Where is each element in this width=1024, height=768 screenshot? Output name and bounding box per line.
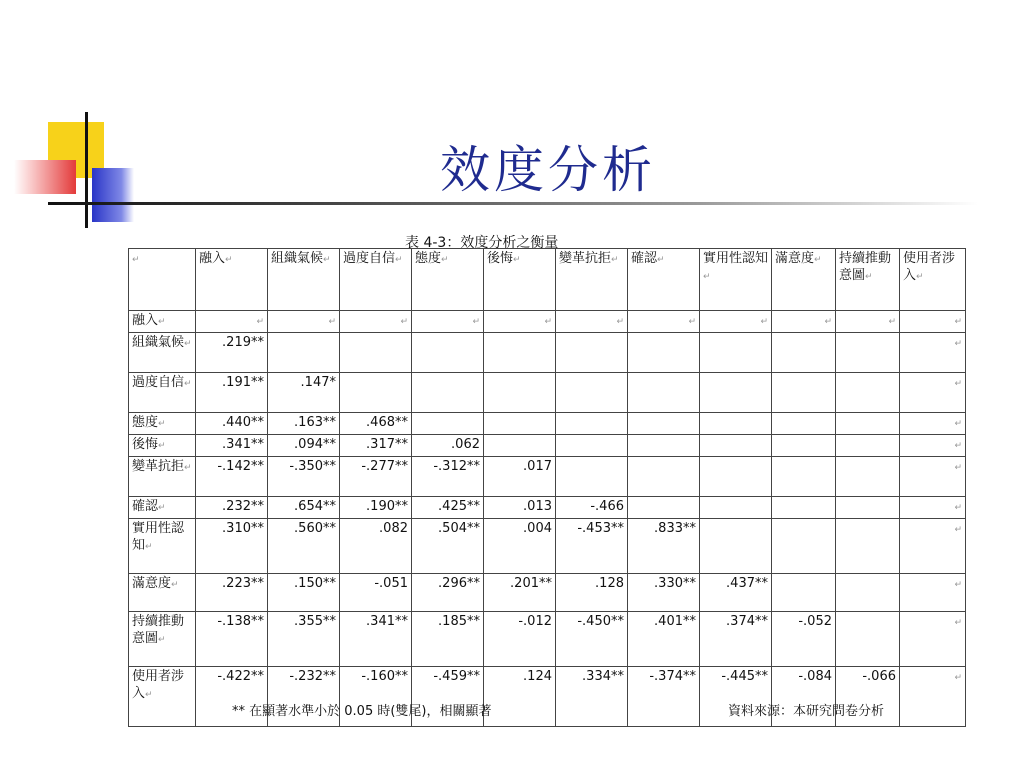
correlation-cell-text: .374** xyxy=(726,614,768,629)
paragraph-mark: ↵ xyxy=(400,317,408,327)
paragraph-mark: ↵ xyxy=(954,339,962,349)
significance-footnote: ** 在顯著水準小於 0.05 時(雙尾)，相關顯著 xyxy=(232,704,492,719)
correlation-cell xyxy=(340,333,412,373)
correlation-cell xyxy=(556,574,628,612)
table-body xyxy=(129,249,966,727)
correlation-cell xyxy=(556,497,628,519)
table-row xyxy=(129,612,966,667)
paragraph-mark: ↵ xyxy=(513,255,521,265)
paragraph-mark: ↵ xyxy=(184,463,192,473)
row-header-text: 持續推動意圖 xyxy=(132,614,185,646)
correlation-cell xyxy=(412,373,484,413)
paragraph-mark: ↵ xyxy=(954,580,962,590)
correlation-cell xyxy=(268,413,340,435)
paragraph-mark: ↵ xyxy=(158,317,166,327)
correlation-cell xyxy=(772,519,836,574)
correlation-cell-text: -.422** xyxy=(217,669,264,684)
correlation-cell-text: -.138** xyxy=(217,614,264,629)
paragraph-mark: ↵ xyxy=(824,317,832,327)
correlation-cell-text: -.084 xyxy=(798,669,832,684)
correlation-cell-text: .163** xyxy=(294,415,336,430)
correlation-cell-text: -.312** xyxy=(433,459,480,474)
correlation-cell-text: -.160** xyxy=(361,669,408,684)
correlation-cell xyxy=(900,519,966,574)
paragraph-mark: ↵ xyxy=(132,255,140,265)
paragraph-mark: ↵ xyxy=(256,317,264,327)
correlation-cell xyxy=(196,373,268,413)
correlation-cell xyxy=(196,574,268,612)
correlation-cell-text: -.052 xyxy=(798,614,832,629)
correlation-cell-text: .504** xyxy=(438,521,480,536)
paragraph-mark: ↵ xyxy=(888,317,896,327)
correlation-cell xyxy=(700,311,772,333)
paragraph-mark: ↵ xyxy=(814,255,822,265)
row-header xyxy=(129,497,196,519)
column-header xyxy=(836,249,900,311)
table-row xyxy=(129,519,966,574)
paragraph-mark: ↵ xyxy=(954,673,962,683)
correlation-cell xyxy=(556,413,628,435)
correlation-cell-text: -.459** xyxy=(433,669,480,684)
correlation-cell xyxy=(628,311,700,333)
correlation-cell xyxy=(484,612,556,667)
paragraph-mark: ↵ xyxy=(954,419,962,429)
paragraph-mark: ↵ xyxy=(954,503,962,513)
correlation-cell-text: .425** xyxy=(438,499,480,514)
correlation-cell-text: .013 xyxy=(523,499,552,514)
correlation-cell xyxy=(268,373,340,413)
correlation-cell xyxy=(836,413,900,435)
row-header-text: 後悔 xyxy=(132,437,159,452)
row-header xyxy=(129,519,196,574)
row-header xyxy=(129,667,196,727)
correlation-cell xyxy=(268,333,340,373)
paragraph-mark: ↵ xyxy=(954,379,962,389)
correlation-cell xyxy=(772,413,836,435)
correlation-cell xyxy=(900,457,966,497)
correlation-cell-text: -.374** xyxy=(649,669,696,684)
correlation-cell xyxy=(556,612,628,667)
correlation-cell xyxy=(700,373,772,413)
decor-blue-square xyxy=(92,168,134,222)
table-row xyxy=(129,435,966,457)
correlation-cell-text: -.066 xyxy=(862,669,896,684)
paragraph-mark: ↵ xyxy=(703,272,711,282)
correlation-cell xyxy=(196,413,268,435)
correlation-table xyxy=(128,248,966,727)
row-header xyxy=(129,435,196,457)
correlation-cell xyxy=(836,333,900,373)
correlation-cell-text: .201** xyxy=(510,576,552,591)
correlation-cell xyxy=(628,497,700,519)
correlation-cell xyxy=(412,519,484,574)
correlation-cell xyxy=(772,333,836,373)
paragraph-mark: ↵ xyxy=(184,339,192,349)
correlation-cell xyxy=(340,373,412,413)
correlation-cell-text: .317** xyxy=(366,437,408,452)
paragraph-mark: ↵ xyxy=(472,317,480,327)
correlation-cell xyxy=(700,574,772,612)
column-header-text: 使用者涉入 xyxy=(903,251,956,283)
paragraph-mark: ↵ xyxy=(328,317,336,327)
correlation-cell xyxy=(836,574,900,612)
correlation-cell xyxy=(836,457,900,497)
paragraph-mark: ↵ xyxy=(395,255,403,265)
column-header xyxy=(628,249,700,311)
correlation-cell xyxy=(700,612,772,667)
correlation-cell xyxy=(628,519,700,574)
correlation-cell-text: -.277** xyxy=(361,459,408,474)
correlation-cell-text: .401** xyxy=(654,614,696,629)
correlation-cell-text: .468** xyxy=(366,415,408,430)
column-header xyxy=(268,249,340,311)
correlation-cell-text: .004 xyxy=(523,521,552,536)
correlation-cell-text: .017 xyxy=(523,459,552,474)
corner-cell xyxy=(129,249,196,311)
correlation-cell xyxy=(556,457,628,497)
table-row xyxy=(129,457,966,497)
correlation-cell xyxy=(484,667,556,727)
correlation-cell xyxy=(556,311,628,333)
correlation-cell xyxy=(628,667,700,727)
correlation-cell xyxy=(836,373,900,413)
correlation-cell xyxy=(196,519,268,574)
correlation-cell-text: .223** xyxy=(222,576,264,591)
correlation-cell-text: .124 xyxy=(523,669,552,684)
correlation-cell xyxy=(836,612,900,667)
correlation-cell-text: -.232** xyxy=(289,669,336,684)
correlation-cell xyxy=(196,612,268,667)
correlation-cell xyxy=(700,413,772,435)
correlation-cell xyxy=(772,574,836,612)
correlation-cell xyxy=(556,333,628,373)
correlation-cell xyxy=(900,667,966,727)
correlation-cell-text: .334** xyxy=(582,669,624,684)
paragraph-mark: ↵ xyxy=(544,317,552,327)
correlation-cell xyxy=(340,413,412,435)
correlation-cell xyxy=(772,612,836,667)
correlation-cell-text: .128 xyxy=(595,576,624,591)
correlation-cell xyxy=(196,333,268,373)
paragraph-mark: ↵ xyxy=(657,255,665,265)
paragraph-mark: ↵ xyxy=(184,379,192,389)
correlation-cell xyxy=(412,435,484,457)
correlation-cell xyxy=(340,574,412,612)
correlation-cell xyxy=(340,497,412,519)
row-header-text: 態度 xyxy=(132,415,159,430)
correlation-cell xyxy=(484,435,556,457)
paragraph-mark: ↵ xyxy=(441,255,449,265)
correlation-cell xyxy=(628,574,700,612)
correlation-cell-text: -.012 xyxy=(518,614,552,629)
paragraph-mark: ↵ xyxy=(611,255,619,265)
column-header xyxy=(196,249,268,311)
paragraph-mark: ↵ xyxy=(158,503,166,513)
paragraph-mark: ↵ xyxy=(171,580,179,590)
paragraph-mark: ↵ xyxy=(616,317,624,327)
correlation-cell-text: -.453** xyxy=(577,521,624,536)
correlation-cell xyxy=(556,519,628,574)
column-header-text: 持續推動意圖 xyxy=(839,251,892,283)
column-header-text: 變革抗拒 xyxy=(559,251,612,266)
correlation-cell xyxy=(268,457,340,497)
column-header xyxy=(556,249,628,311)
row-header-text: 組織氣候 xyxy=(132,335,185,350)
table-caption: 表 4-3：效度分析之衡量 xyxy=(405,235,559,251)
correlation-cell-text: .440** xyxy=(222,415,264,430)
correlation-cell xyxy=(628,435,700,457)
correlation-cell xyxy=(836,497,900,519)
correlation-cell xyxy=(900,413,966,435)
column-header-text: 滿意度 xyxy=(775,251,815,266)
source-note: 資料來源：本研究問卷分析 xyxy=(728,704,885,719)
correlation-cell xyxy=(412,413,484,435)
correlation-cell xyxy=(556,667,628,727)
correlation-cell xyxy=(340,311,412,333)
paragraph-mark: ↵ xyxy=(865,272,873,282)
table-row xyxy=(129,413,966,435)
correlation-cell xyxy=(412,497,484,519)
correlation-cell-text: .330** xyxy=(654,576,696,591)
correlation-cell xyxy=(836,435,900,457)
correlation-cell xyxy=(700,497,772,519)
correlation-cell-text: .296** xyxy=(438,576,480,591)
table-row xyxy=(129,574,966,612)
correlation-cell xyxy=(772,311,836,333)
correlation-cell xyxy=(484,311,556,333)
correlation-cell-text: .310** xyxy=(222,521,264,536)
page-title: 效度分析 xyxy=(440,141,656,199)
column-header xyxy=(340,249,412,311)
correlation-cell xyxy=(772,373,836,413)
table-row xyxy=(129,311,966,333)
correlation-cell xyxy=(772,497,836,519)
correlation-cell-text: -.445** xyxy=(721,669,768,684)
correlation-cell xyxy=(628,373,700,413)
column-header xyxy=(900,249,966,311)
correlation-cell xyxy=(268,612,340,667)
paragraph-mark: ↵ xyxy=(158,419,166,429)
correlation-cell-text: .185** xyxy=(438,614,480,629)
correlation-cell xyxy=(700,519,772,574)
correlation-cell xyxy=(268,519,340,574)
title-underline xyxy=(48,202,978,205)
correlation-cell xyxy=(772,435,836,457)
correlation-cell xyxy=(340,612,412,667)
correlation-cell-text: -.051 xyxy=(374,576,408,591)
row-header xyxy=(129,373,196,413)
correlation-cell xyxy=(900,311,966,333)
correlation-cell-text: .341** xyxy=(366,614,408,629)
column-header-text: 融入 xyxy=(199,251,226,266)
correlation-cell-text: .147* xyxy=(300,375,336,390)
correlation-cell xyxy=(340,457,412,497)
correlation-cell xyxy=(836,311,900,333)
row-header xyxy=(129,457,196,497)
correlation-cell-text: .150** xyxy=(294,576,336,591)
correlation-cell xyxy=(340,519,412,574)
correlation-cell xyxy=(900,574,966,612)
paragraph-mark: ↵ xyxy=(158,635,166,645)
correlation-cell-text: .219** xyxy=(222,335,264,350)
correlation-cell-text: -.142** xyxy=(217,459,264,474)
correlation-cell xyxy=(268,311,340,333)
decor-red-square xyxy=(14,160,76,194)
row-header xyxy=(129,311,196,333)
table-row xyxy=(129,497,966,519)
correlation-cell xyxy=(900,373,966,413)
row-header-text: 實用性認知 xyxy=(132,521,185,553)
correlation-cell xyxy=(412,311,484,333)
correlation-cell xyxy=(484,373,556,413)
paragraph-mark: ↵ xyxy=(954,317,962,327)
column-header xyxy=(772,249,836,311)
paragraph-mark: ↵ xyxy=(954,463,962,473)
column-header-text: 確認 xyxy=(631,251,658,266)
correlation-cell-text: -.450** xyxy=(577,614,624,629)
correlation-cell xyxy=(900,497,966,519)
correlation-cell xyxy=(196,497,268,519)
correlation-cell xyxy=(412,333,484,373)
correlation-cell xyxy=(628,413,700,435)
correlation-cell xyxy=(772,457,836,497)
row-header xyxy=(129,333,196,373)
row-header-text: 過度自信 xyxy=(132,375,185,390)
paragraph-mark: ↵ xyxy=(760,317,768,327)
correlation-cell xyxy=(412,457,484,497)
correlation-cell xyxy=(340,435,412,457)
column-header-text: 實用性認知 xyxy=(703,251,769,266)
column-header-text: 態度 xyxy=(415,251,442,266)
row-header-text: 變革抗拒 xyxy=(132,459,185,474)
correlation-cell-text: .341** xyxy=(222,437,264,452)
correlation-cell-text: .062 xyxy=(451,437,480,452)
correlation-cell xyxy=(484,457,556,497)
column-header xyxy=(484,249,556,311)
paragraph-mark: ↵ xyxy=(916,272,924,282)
row-header-text: 使用者涉入 xyxy=(132,669,185,701)
correlation-cell xyxy=(412,612,484,667)
correlation-cell xyxy=(196,435,268,457)
correlation-cell xyxy=(484,574,556,612)
correlation-cell-text: .082 xyxy=(379,521,408,536)
correlation-cell-text: .437** xyxy=(726,576,768,591)
paragraph-mark: ↵ xyxy=(954,441,962,451)
correlation-cell-text: .355** xyxy=(294,614,336,629)
correlation-cell xyxy=(628,612,700,667)
column-header-text: 組織氣候 xyxy=(271,251,324,266)
correlation-cell xyxy=(556,373,628,413)
paragraph-mark: ↵ xyxy=(145,690,153,700)
paragraph-mark: ↵ xyxy=(954,525,962,535)
header-row xyxy=(129,249,966,311)
correlation-cell xyxy=(268,574,340,612)
column-header xyxy=(700,249,772,311)
paragraph-mark: ↵ xyxy=(145,542,153,552)
paragraph-mark: ↵ xyxy=(954,618,962,628)
row-header-text: 融入 xyxy=(132,313,159,328)
table-row xyxy=(129,373,966,413)
row-header xyxy=(129,413,196,435)
column-header-text: 過度自信 xyxy=(343,251,396,266)
paragraph-mark: ↵ xyxy=(158,441,166,451)
correlation-cell-text: .560** xyxy=(294,521,336,536)
paragraph-mark: ↵ xyxy=(688,317,696,327)
column-header xyxy=(412,249,484,311)
correlation-cell xyxy=(628,457,700,497)
correlation-cell xyxy=(900,435,966,457)
correlation-cell-text: .094** xyxy=(294,437,336,452)
correlation-cell-text: .191** xyxy=(222,375,264,390)
correlation-cell-text: .654** xyxy=(294,499,336,514)
correlation-cell xyxy=(484,333,556,373)
correlation-cell xyxy=(900,612,966,667)
paragraph-mark: ↵ xyxy=(225,255,233,265)
table-row xyxy=(129,333,966,373)
correlation-cell xyxy=(628,333,700,373)
correlation-cell xyxy=(900,333,966,373)
correlation-cell xyxy=(196,311,268,333)
correlation-cell xyxy=(484,413,556,435)
correlation-cell xyxy=(412,574,484,612)
correlation-cell-text: .232** xyxy=(222,499,264,514)
row-header-text: 滿意度 xyxy=(132,576,172,591)
row-header xyxy=(129,574,196,612)
row-header xyxy=(129,612,196,667)
correlation-cell xyxy=(700,435,772,457)
correlation-cell xyxy=(268,435,340,457)
correlation-cell xyxy=(836,519,900,574)
column-header-text: 後悔 xyxy=(487,251,514,266)
correlation-cell-text: .833** xyxy=(654,521,696,536)
correlation-cell-text: -.350** xyxy=(289,459,336,474)
paragraph-mark: ↵ xyxy=(323,255,331,265)
correlation-cell-text: .190** xyxy=(366,499,408,514)
decor-vertical-line xyxy=(85,112,88,228)
correlation-cell-text: -.466 xyxy=(590,499,624,514)
correlation-cell xyxy=(484,519,556,574)
correlation-cell xyxy=(700,457,772,497)
correlation-cell xyxy=(268,497,340,519)
correlation-cell xyxy=(484,497,556,519)
row-header-text: 確認 xyxy=(132,499,159,514)
correlation-cell xyxy=(700,333,772,373)
correlation-cell xyxy=(556,435,628,457)
correlation-cell xyxy=(196,457,268,497)
